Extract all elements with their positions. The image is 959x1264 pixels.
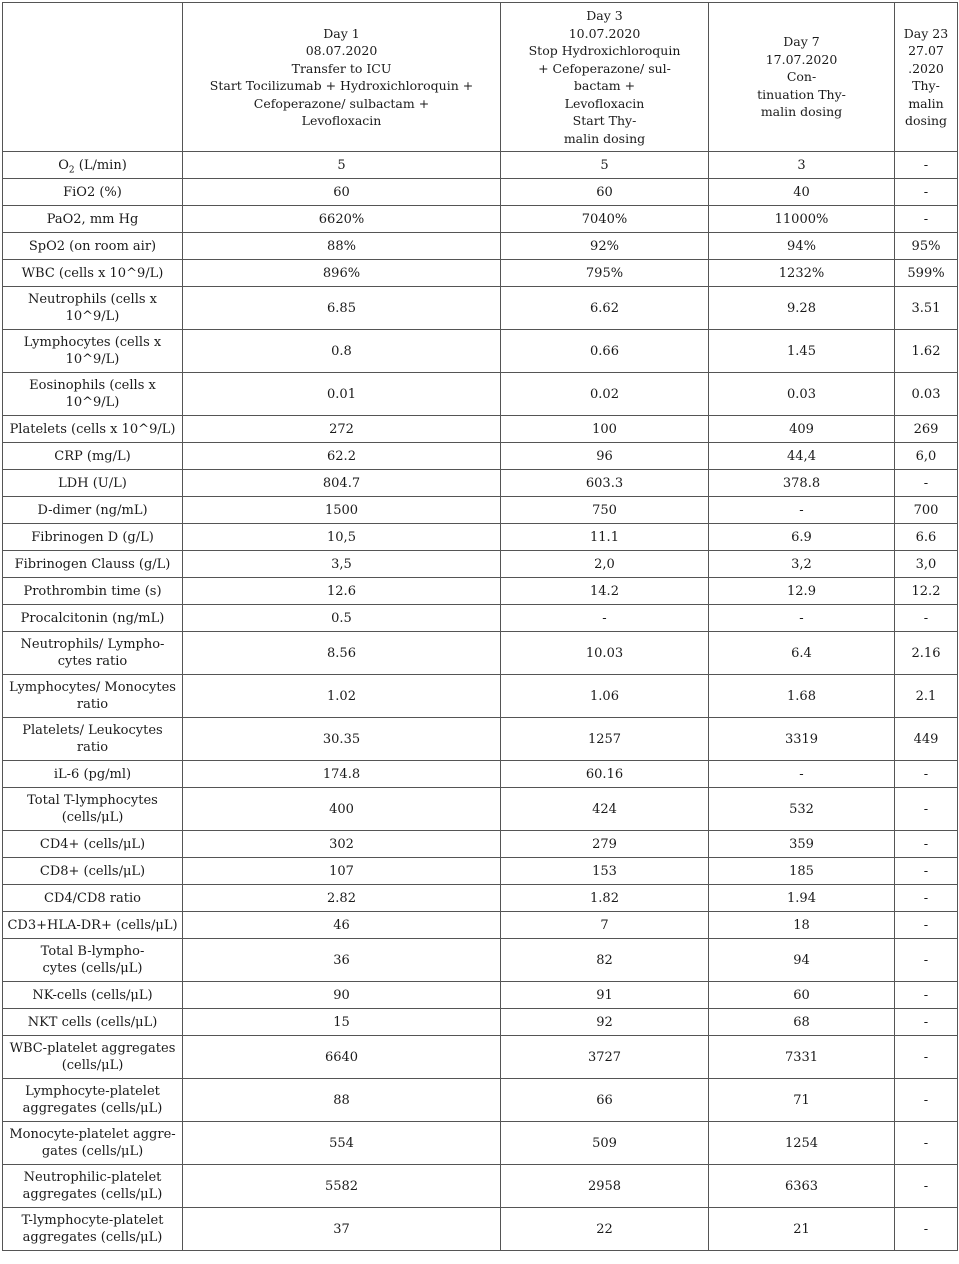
table-cell-value: 174.8 bbox=[183, 761, 501, 788]
table-cell-value: 359 bbox=[709, 831, 895, 858]
row-parameter-label: Lymphocytes/ Monocytes ratio bbox=[3, 675, 183, 718]
table-cell-value: 1257 bbox=[501, 718, 709, 761]
table-cell-value: 1.82 bbox=[501, 885, 709, 912]
table-cell-value: 400 bbox=[183, 788, 501, 831]
table-cell-value: 92% bbox=[501, 233, 709, 260]
table-cell-value: 21 bbox=[709, 1208, 895, 1251]
row-parameter-label: NKT cells (cells/μL) bbox=[3, 1009, 183, 1036]
table-cell-value: 1254 bbox=[709, 1122, 895, 1165]
parameter-main-text: O bbox=[58, 157, 69, 173]
table-cell-value: 94% bbox=[709, 233, 895, 260]
row-parameter-label: Fibrinogen Clauss (g/L) bbox=[3, 551, 183, 578]
table-row bbox=[3, 761, 958, 788]
row-parameter-label: Platelets (cells x 10^9/L) bbox=[3, 416, 183, 443]
table-body bbox=[3, 152, 958, 1251]
table-cell-value: 100 bbox=[501, 416, 709, 443]
table-cell-value: 14.2 bbox=[501, 578, 709, 605]
table-cell-value: 185 bbox=[709, 858, 895, 885]
row-parameter-label: NK-cells (cells/μL) bbox=[3, 982, 183, 1009]
header-cell-day-7: Day 7 17.07.2020 Con- tinuation Thy- malin dosing bbox=[709, 3, 895, 152]
row-parameter-label: Total B-lympho- cytes (cells/μL) bbox=[3, 939, 183, 982]
clinical-data-table bbox=[2, 2, 958, 1251]
row-parameter-label: Monocyte-platelet aggre- gates (cells/μL) bbox=[3, 1122, 183, 1165]
table-cell-value: - bbox=[895, 1165, 958, 1208]
row-parameter-label: Total T-lymphocytes (cells/μL) bbox=[3, 788, 183, 831]
table-cell-value: 279 bbox=[501, 831, 709, 858]
table-cell-value: 60 bbox=[709, 982, 895, 1009]
table-row bbox=[3, 982, 958, 1009]
table-cell-value: - bbox=[895, 939, 958, 982]
header-cell-parameter bbox=[3, 3, 183, 152]
row-parameter-label: WBC (cells x 10^9/L) bbox=[3, 260, 183, 287]
table-cell-value: 60 bbox=[501, 179, 709, 206]
table-cell-value: - bbox=[895, 982, 958, 1009]
table-cell-value: 88 bbox=[183, 1079, 501, 1122]
table-cell-value: 37 bbox=[183, 1208, 501, 1251]
table-cell-value: 3,0 bbox=[895, 551, 958, 578]
table-cell-value: 302 bbox=[183, 831, 501, 858]
table-cell-value: 12.9 bbox=[709, 578, 895, 605]
table-cell-value: 603.3 bbox=[501, 470, 709, 497]
table-cell-value: 1232% bbox=[709, 260, 895, 287]
table-cell-value: 95% bbox=[895, 233, 958, 260]
table-cell-value: 0.8 bbox=[183, 330, 501, 373]
table-cell-value: 82 bbox=[501, 939, 709, 982]
table-cell-value: 0.03 bbox=[895, 373, 958, 416]
table-row bbox=[3, 632, 958, 675]
table-cell-value: - bbox=[895, 1208, 958, 1251]
row-parameter-label: SpO2 (on room air) bbox=[3, 233, 183, 260]
table-row bbox=[3, 373, 958, 416]
table-cell-value: - bbox=[709, 761, 895, 788]
table-row bbox=[3, 831, 958, 858]
table-cell-value: 6.6 bbox=[895, 524, 958, 551]
table-cell-value: 12.2 bbox=[895, 578, 958, 605]
table-cell-value: 9.28 bbox=[709, 287, 895, 330]
table-cell-value: 700 bbox=[895, 497, 958, 524]
table-cell-value: 88% bbox=[183, 233, 501, 260]
table-cell-value: 7040% bbox=[501, 206, 709, 233]
table-row bbox=[3, 885, 958, 912]
table-cell-value: 0.01 bbox=[183, 373, 501, 416]
table-cell-value: 1.02 bbox=[183, 675, 501, 718]
table-row bbox=[3, 605, 958, 632]
table-cell-value: 804.7 bbox=[183, 470, 501, 497]
table-cell-value: 896% bbox=[183, 260, 501, 287]
row-parameter-label: CD4/CD8 ratio bbox=[3, 885, 183, 912]
table-row bbox=[3, 330, 958, 373]
table-cell-value: 36 bbox=[183, 939, 501, 982]
table-cell-value: 509 bbox=[501, 1122, 709, 1165]
table-cell-value: 5 bbox=[501, 152, 709, 179]
table-cell-value: 2.1 bbox=[895, 675, 958, 718]
table-cell-value: - bbox=[895, 1122, 958, 1165]
row-parameter-label bbox=[3, 152, 183, 179]
table-cell-value: 2.16 bbox=[895, 632, 958, 675]
header-cell-day-23: Day 23 27.07 .2020 Thy- malin dosing bbox=[895, 3, 958, 152]
row-parameter-label: Eosinophils (cells x 10^9/L) bbox=[3, 373, 183, 416]
row-parameter-label: CRP (mg/L) bbox=[3, 443, 183, 470]
row-parameter-label: Neutrophilic-platelet aggregates (cells/μL) bbox=[3, 1165, 183, 1208]
table-cell-value: - bbox=[895, 605, 958, 632]
table-cell-value: 66 bbox=[501, 1079, 709, 1122]
table-cell-value: - bbox=[895, 470, 958, 497]
table-cell-value: 92 bbox=[501, 1009, 709, 1036]
table-cell-value: 10.03 bbox=[501, 632, 709, 675]
table-header-row bbox=[3, 3, 958, 152]
table-cell-value: 3.51 bbox=[895, 287, 958, 330]
table-cell-value: 2,0 bbox=[501, 551, 709, 578]
table-row bbox=[3, 788, 958, 831]
table-cell-value: - bbox=[895, 761, 958, 788]
table-cell-value: 0.02 bbox=[501, 373, 709, 416]
table-cell-value: 3,5 bbox=[183, 551, 501, 578]
row-parameter-label: WBC-platelet aggregates (cells/μL) bbox=[3, 1036, 183, 1079]
table-cell-value: 6.9 bbox=[709, 524, 895, 551]
table-cell-value: - bbox=[709, 497, 895, 524]
table-row bbox=[3, 524, 958, 551]
row-parameter-label: CD3+HLA-DR+ (cells/μL) bbox=[3, 912, 183, 939]
table-cell-value: 0.03 bbox=[709, 373, 895, 416]
table-cell-value: 15 bbox=[183, 1009, 501, 1036]
table-cell-value: 44,4 bbox=[709, 443, 895, 470]
table-cell-value: 2958 bbox=[501, 1165, 709, 1208]
table-cell-value: 46 bbox=[183, 912, 501, 939]
table-cell-value: 1.68 bbox=[709, 675, 895, 718]
table-cell-value: 91 bbox=[501, 982, 709, 1009]
table-cell-value: 378.8 bbox=[709, 470, 895, 497]
table-cell-value: - bbox=[709, 605, 895, 632]
table-cell-value: 6.4 bbox=[709, 632, 895, 675]
table-cell-value: - bbox=[895, 831, 958, 858]
table-row bbox=[3, 1079, 958, 1122]
table-row bbox=[3, 1122, 958, 1165]
table-cell-value: 3,2 bbox=[709, 551, 895, 578]
table-cell-value: 1.45 bbox=[709, 330, 895, 373]
table-cell-value: 750 bbox=[501, 497, 709, 524]
table-cell-value: 18 bbox=[709, 912, 895, 939]
row-parameter-label: Platelets/ Leukocytes ratio bbox=[3, 718, 183, 761]
row-parameter-label: PaO2, mm Hg bbox=[3, 206, 183, 233]
table-cell-value: - bbox=[895, 152, 958, 179]
row-parameter-label: CD4+ (cells/μL) bbox=[3, 831, 183, 858]
table-cell-value: 40 bbox=[709, 179, 895, 206]
table-row bbox=[3, 287, 958, 330]
table-cell-value: 0.5 bbox=[183, 605, 501, 632]
table-row bbox=[3, 675, 958, 718]
table-cell-value: 1500 bbox=[183, 497, 501, 524]
row-parameter-label: Prothrombin time (s) bbox=[3, 578, 183, 605]
table-row bbox=[3, 443, 958, 470]
table-row bbox=[3, 470, 958, 497]
table-cell-value: 5582 bbox=[183, 1165, 501, 1208]
table-cell-value: 5 bbox=[183, 152, 501, 179]
table-cell-value: 6.85 bbox=[183, 287, 501, 330]
table-row bbox=[3, 1165, 958, 1208]
table-row bbox=[3, 233, 958, 260]
table-cell-value: 90 bbox=[183, 982, 501, 1009]
table-cell-value: 71 bbox=[709, 1079, 895, 1122]
table-cell-value: 7331 bbox=[709, 1036, 895, 1079]
table-cell-value: 6620% bbox=[183, 206, 501, 233]
table-cell-value: 1.62 bbox=[895, 330, 958, 373]
table-row bbox=[3, 912, 958, 939]
table-cell-value: 272 bbox=[183, 416, 501, 443]
table-cell-value: 409 bbox=[709, 416, 895, 443]
table-cell-value: 1.06 bbox=[501, 675, 709, 718]
table-cell-value: 2.82 bbox=[183, 885, 501, 912]
table-cell-value: 7 bbox=[501, 912, 709, 939]
row-parameter-label: Neutrophils/ Lympho- cytes ratio bbox=[3, 632, 183, 675]
table-cell-value: 11000% bbox=[709, 206, 895, 233]
table-cell-value: 60 bbox=[183, 179, 501, 206]
table-cell-value: - bbox=[895, 206, 958, 233]
table-row bbox=[3, 718, 958, 761]
table-row bbox=[3, 939, 958, 982]
table-row bbox=[3, 1036, 958, 1079]
table-cell-value: 153 bbox=[501, 858, 709, 885]
table-cell-value: 11.1 bbox=[501, 524, 709, 551]
table-cell-value: - bbox=[895, 885, 958, 912]
table-row bbox=[3, 858, 958, 885]
row-parameter-label: LDH (U/L) bbox=[3, 470, 183, 497]
row-parameter-label: FiO2 (%) bbox=[3, 179, 183, 206]
parameter-unit-text: (L/min) bbox=[74, 157, 127, 173]
table-cell-value: 6.62 bbox=[501, 287, 709, 330]
table-row bbox=[3, 497, 958, 524]
table-cell-value: 30.35 bbox=[183, 718, 501, 761]
table-cell-value: 60.16 bbox=[501, 761, 709, 788]
table-cell-value: 795% bbox=[501, 260, 709, 287]
row-parameter-label: Neutrophils (cells x 10^9/L) bbox=[3, 287, 183, 330]
table-cell-value: 6640 bbox=[183, 1036, 501, 1079]
table-cell-value: 0.66 bbox=[501, 330, 709, 373]
table-cell-value: 3727 bbox=[501, 1036, 709, 1079]
table-cell-value: 10,5 bbox=[183, 524, 501, 551]
document-page bbox=[2, 2, 958, 1251]
table-row bbox=[3, 578, 958, 605]
table-cell-value: 94 bbox=[709, 939, 895, 982]
table-cell-value: 96 bbox=[501, 443, 709, 470]
table-cell-value: 107 bbox=[183, 858, 501, 885]
table-row bbox=[3, 1208, 958, 1251]
parameter-subscript: 2 bbox=[68, 165, 75, 176]
table-cell-value: 6,0 bbox=[895, 443, 958, 470]
table-cell-value: - bbox=[501, 605, 709, 632]
table-cell-value: 599% bbox=[895, 260, 958, 287]
table-cell-value: 68 bbox=[709, 1009, 895, 1036]
table-cell-value: 6363 bbox=[709, 1165, 895, 1208]
row-parameter-label: Fibrinogen D (g/L) bbox=[3, 524, 183, 551]
table-cell-value: 12.6 bbox=[183, 578, 501, 605]
table-cell-value: 424 bbox=[501, 788, 709, 831]
table-cell-value: - bbox=[895, 858, 958, 885]
table-cell-value: - bbox=[895, 912, 958, 939]
table-cell-value: 22 bbox=[501, 1208, 709, 1251]
table-cell-value: - bbox=[895, 788, 958, 831]
table-cell-value: 1.94 bbox=[709, 885, 895, 912]
row-parameter-label: Lymphocytes (cells x 10^9/L) bbox=[3, 330, 183, 373]
table-cell-value: 532 bbox=[709, 788, 895, 831]
table-cell-value: 554 bbox=[183, 1122, 501, 1165]
table-row bbox=[3, 551, 958, 578]
row-parameter-label: Procalcitonin (ng/mL) bbox=[3, 605, 183, 632]
row-parameter-label: iL-6 (pg/ml) bbox=[3, 761, 183, 788]
row-parameter-label: Lymphocyte-platelet aggregates (cells/μL) bbox=[3, 1079, 183, 1122]
table-cell-value: - bbox=[895, 1036, 958, 1079]
row-parameter-label: CD8+ (cells/μL) bbox=[3, 858, 183, 885]
table-cell-value: 269 bbox=[895, 416, 958, 443]
row-parameter-label: T-lymphocyte-platelet aggregates (cells/μL) bbox=[3, 1208, 183, 1251]
header-cell-day-1: Day 1 08.07.2020 Transfer to ICU Start Tocilizumab + Hydroxichloroquin + Cefoperazone/ sulbactam + Levofloxacin bbox=[183, 3, 501, 152]
table-row bbox=[3, 206, 958, 233]
table-cell-value: - bbox=[895, 1079, 958, 1122]
table-cell-value: 3319 bbox=[709, 718, 895, 761]
table-cell-value: 62.2 bbox=[183, 443, 501, 470]
table-row bbox=[3, 1009, 958, 1036]
table-row bbox=[3, 260, 958, 287]
table-cell-value: 8.56 bbox=[183, 632, 501, 675]
table-row bbox=[3, 416, 958, 443]
table-cell-value: 3 bbox=[709, 152, 895, 179]
header-cell-day-3: Day 3 10.07.2020 Stop Hydroxichloroquin + Cefoperazone/ sul- bactam + Levofloxacin Start Thy- malin dosing bbox=[501, 3, 709, 152]
table-cell-value: - bbox=[895, 179, 958, 206]
table-cell-value: 449 bbox=[895, 718, 958, 761]
table-row bbox=[3, 152, 958, 179]
table-cell-value: - bbox=[895, 1009, 958, 1036]
table-row bbox=[3, 179, 958, 206]
row-parameter-label: D-dimer (ng/mL) bbox=[3, 497, 183, 524]
